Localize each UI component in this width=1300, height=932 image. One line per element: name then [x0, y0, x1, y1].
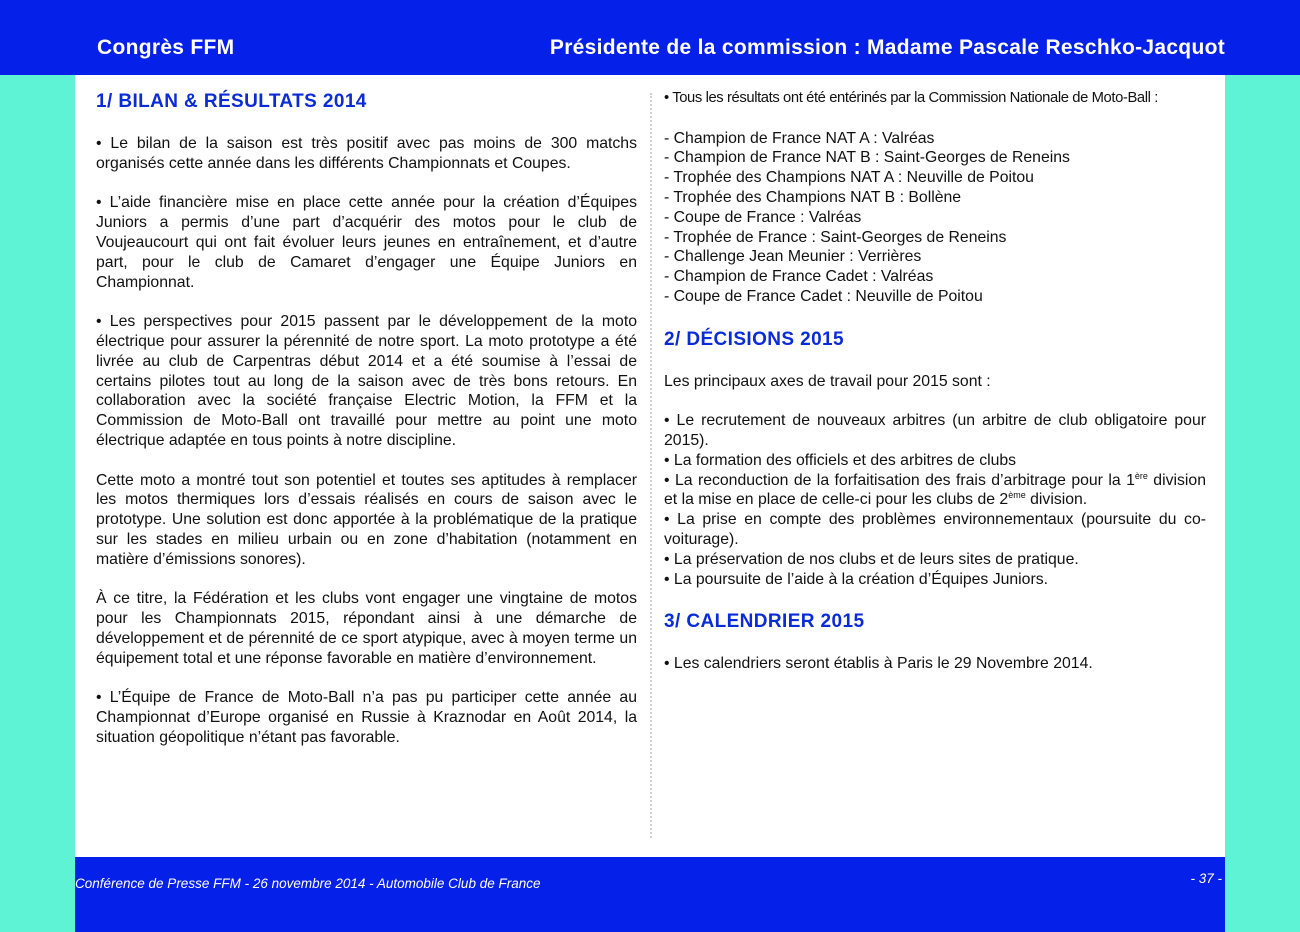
list-item: - Coupe de France Cadet : Neuville de Poitou	[664, 287, 983, 305]
decisions-intro: Les principaux axes de travail pour 2015 sont :	[664, 372, 991, 390]
decision-text: division.	[1025, 491, 1088, 509]
paragraph-aide-financiere: • L’aide financière mise en place cette année pour la création d’Équipes Juniors a permis d’une part d’acquérir des motos pour le club de Voujeaucourt qui ont fait évoluer leurs jeunes en entraînement, et d’autre part, pour le club de Camaret d’engager une Équipe Juniors en Championnat.	[96, 194, 637, 291]
list-item: - Champion de France NAT B : Saint-Georges de Reneins	[664, 149, 1070, 167]
decisions-list	[664, 411, 1206, 589]
paragraph-federation: À ce titre, la Fédération et les clubs vont engager une vingtaine de motos pour les Championnats 2015, répondant ainsi à une démarche de développement et de pérennité de ce sport atypique, avec à moyen terme un équipement total et une réponse favorable en matière d’environnement.	[96, 590, 637, 667]
paragraph-moto-potentiel: Cette moto a montré tout son potentiel et toutes ses aptitudes à remplacer les motos thermiques lors d’essais réalisés en cours de saison avec le prototype. Une solution est donc apportée à la problématique de la pratique sur les stades en milieu urbain ou en zone d’habitation (notamment en matière d’émissions sonores).	[96, 471, 637, 568]
superscript: ème	[1008, 490, 1026, 501]
section-heading-bilan: 1/ BILAN & RÉSULTATS 2014	[96, 91, 367, 112]
decision-item: • La prise en compte des problèmes environnementaux (poursuite du co-voiturage).	[664, 511, 1206, 548]
decision-text: • La reconduction de la forfaitisation des frais d’arbitrage pour la 1	[664, 471, 1135, 489]
results-list	[664, 129, 1206, 307]
page-footer	[75, 857, 1225, 932]
section-heading-decisions: 2/ DÉCISIONS 2015	[664, 328, 844, 350]
decision-item: • La poursuite de l’aide à la création d’Équipes Juniors.	[664, 570, 1049, 588]
paragraph-equipe-de-france: • L’Équipe de France de Moto-Ball n’a pas pu participer cette année au Championnat d’Europe organisé en Russie à Kraznodar en Août 2014, la situation géopolitique n’étant pas favorable.	[96, 689, 637, 746]
decision-item: • Le recrutement de nouveaux arbitres (un arbitre de club obligatoire pour 2015).	[664, 412, 1206, 449]
decision-item: • La formation des officiels et des arbitres de clubs	[664, 451, 1017, 469]
list-item: - Coupe de France : Valréas	[664, 208, 862, 226]
decision-item: • La préservation de nos clubs et de leurs sites de pratique.	[664, 550, 1079, 568]
left-column	[96, 89, 637, 768]
list-item: - Trophée des Champions NAT A : Neuville de Poitou	[664, 169, 1034, 187]
section-heading-calendrier: 3/ CALENDRIER 2015	[664, 611, 865, 633]
list-item: - Champion de France Cadet : Valréas	[664, 268, 934, 286]
decision-text: division et la mise en place de celle-ci pour les clubs de 2	[664, 471, 1206, 509]
footer-conference: Conférence de Presse FFM - 26 novembre 2014 - Automobile Club de France	[75, 876, 541, 891]
superscript: ère	[1134, 470, 1148, 481]
header-congres: Congrès FFM	[97, 36, 235, 59]
list-item: - Champion de France NAT A : Valréas	[664, 129, 935, 147]
right-column	[664, 89, 1206, 694]
list-item: - Trophée des Champions NAT B : Bollène	[664, 188, 962, 206]
results-intro: • Tous les résultats ont été entérinés par la Commission Nationale de Moto-Ball :	[664, 90, 1158, 106]
page-number: - 37 -	[1190, 871, 1222, 886]
decision-item	[664, 471, 1206, 511]
list-item: - Challenge Jean Meunier : Verrières	[664, 248, 922, 266]
paragraph-perspectives: • Les perspectives pour 2015 passent par le développement de la moto électrique pour assurer la pérennité de notre sport. La moto prototype a été livrée au club de Carpentras début 2014 et a été soumise à l’essai de certains pilotes tout au long de la saison avec de très bons retours. En collaboration avec la société française Electric Motion, la FFM et la Commission de Moto-Ball ont travaillé pour mettre au point une moto électrique adaptée en tous points à notre discipline.	[96, 313, 637, 449]
header-presidente: Présidente de la commission : Madame Pascale Reschko-Jacquot	[549, 36, 1225, 59]
calendar-text: • Les calendriers seront établis à Paris le 29 Novembre 2014.	[664, 655, 1093, 673]
column-divider	[650, 93, 652, 838]
paragraph-bilan: • Le bilan de la saison est très positif avec pas moins de 300 matchs organisés cette année dans les différents Championnats et Coupes.	[96, 135, 637, 172]
page-header	[0, 0, 1300, 75]
list-item: - Trophée de France : Saint-Georges de Reneins	[664, 228, 1007, 246]
